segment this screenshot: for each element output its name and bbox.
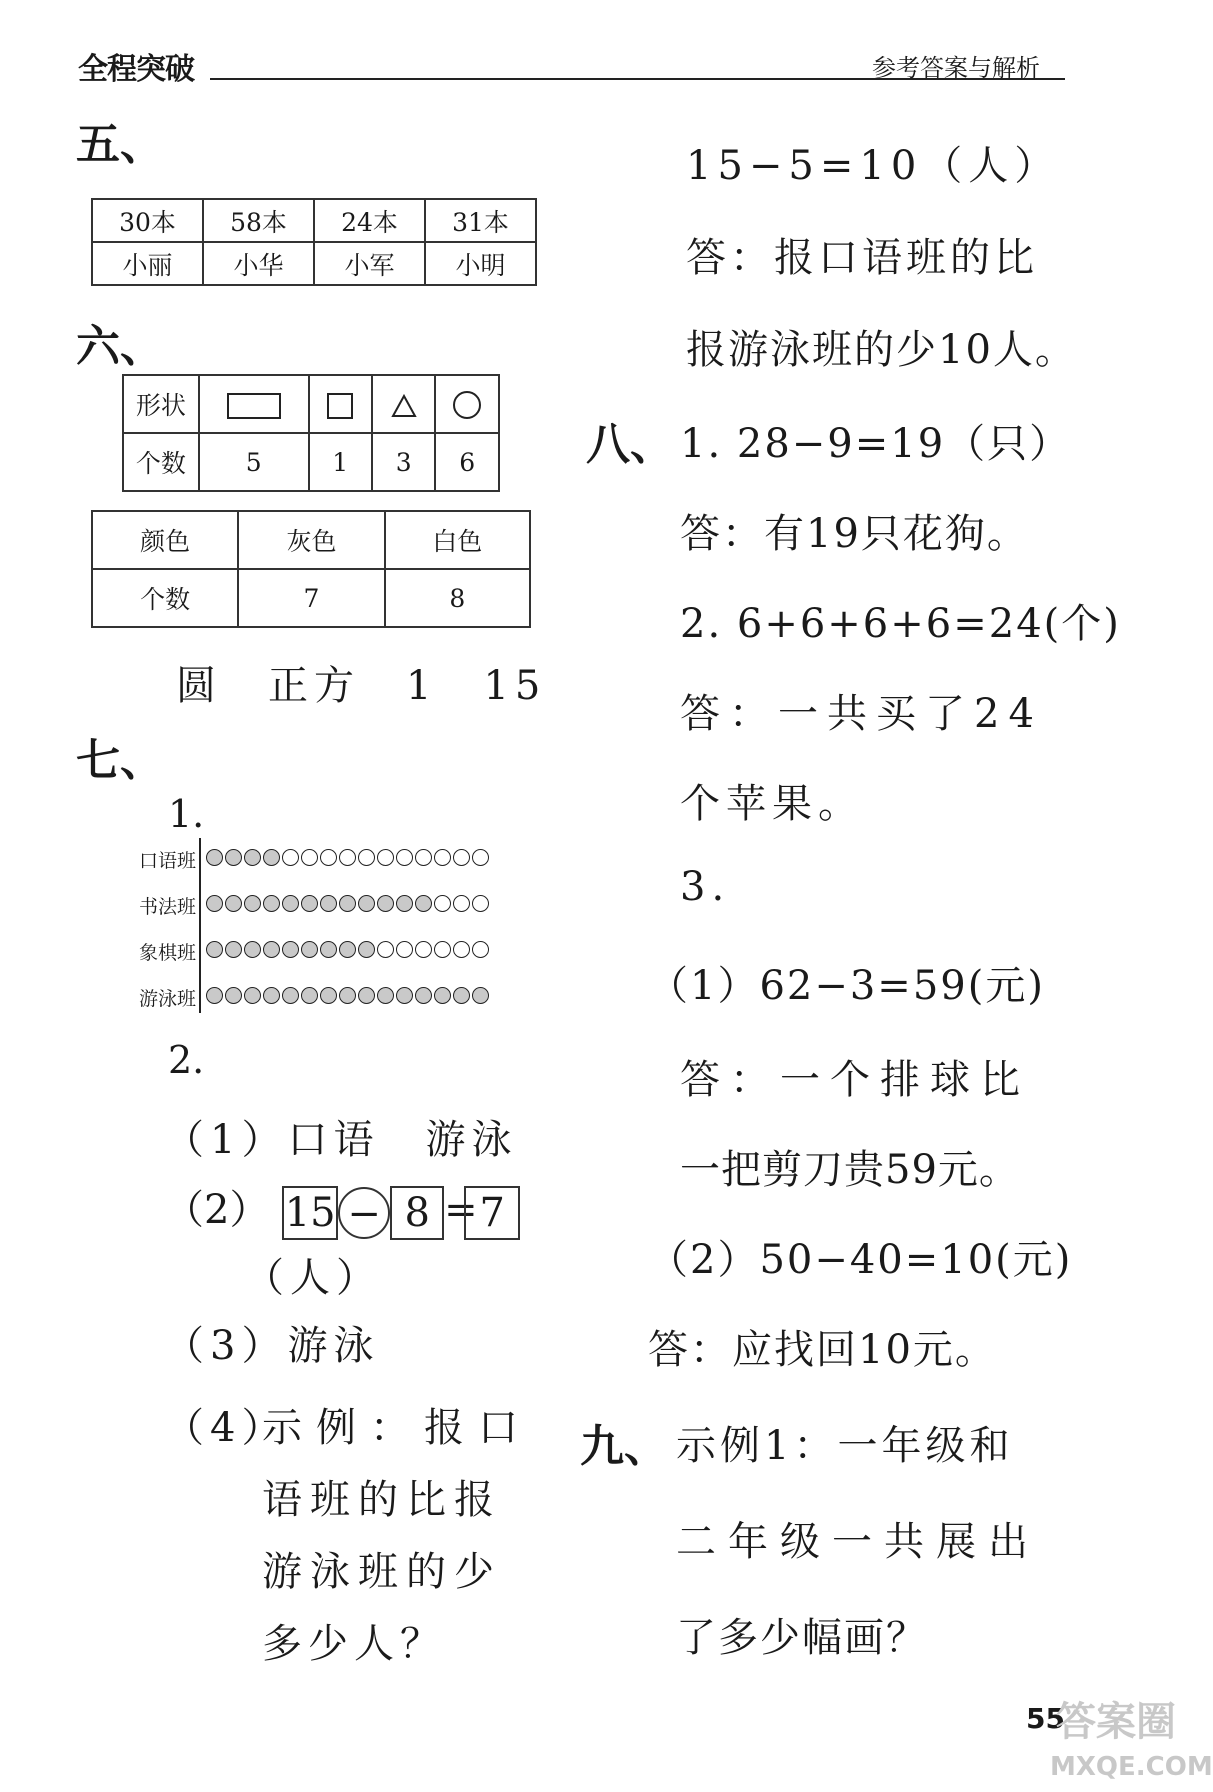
q2-part-4-line-3: 游泳班的少 xyxy=(262,1549,502,1595)
s8-q3-1: （1）62−3=59(元) xyxy=(648,963,1045,1009)
empty-circle-icon xyxy=(377,849,394,866)
filled-circle-icon xyxy=(244,987,261,1004)
cell: 颜色 xyxy=(92,511,238,569)
empty-circle-icon xyxy=(415,941,432,958)
filled-circle-icon xyxy=(358,941,375,958)
empty-circle-icon xyxy=(377,941,394,958)
filled-circle-icon xyxy=(244,941,261,958)
section-5-label: 五、 xyxy=(76,119,164,170)
q2-part-1: （1）口语 游泳 xyxy=(164,1117,518,1163)
cell: 5 xyxy=(199,433,309,491)
empty-circle-icon xyxy=(472,849,489,866)
page-number: 55 xyxy=(1026,1702,1065,1735)
pictograph-row xyxy=(118,846,491,873)
section-6-label: 六、 xyxy=(76,321,164,372)
cell: 6 xyxy=(435,433,499,491)
empty-circle-icon xyxy=(282,849,299,866)
r1-equation: 15−5=10（人） xyxy=(686,143,1061,189)
box-subtrahend: 8 xyxy=(390,1186,444,1240)
books-table xyxy=(91,198,537,286)
q2-part-4-line-2: 语班的比报 xyxy=(262,1477,502,1523)
empty-circle-icon xyxy=(320,849,337,866)
operator-circle: − xyxy=(338,1187,390,1239)
pictograph-row xyxy=(118,892,491,919)
square-cell xyxy=(309,375,372,433)
empty-circle-icon xyxy=(415,849,432,866)
s8-a3-1-line-2: 一把剪刀贵59元。 xyxy=(680,1147,1020,1193)
section-8-label: 八、 xyxy=(586,419,674,470)
square-icon xyxy=(327,393,353,419)
cell: 小明 xyxy=(425,242,536,285)
empty-circle-icon xyxy=(453,895,470,912)
empty-circle-icon xyxy=(358,849,375,866)
s9-line-3: 了多少幅画？ xyxy=(676,1615,928,1661)
empty-circle-icon xyxy=(472,941,489,958)
empty-circle-icon xyxy=(472,895,489,912)
q2-part-2-label: （2） xyxy=(164,1187,270,1233)
filled-circle-icon xyxy=(472,987,489,1004)
filled-circle-icon xyxy=(206,987,223,1004)
filled-circle-icon xyxy=(244,849,261,866)
filled-circle-icon xyxy=(206,941,223,958)
box-result: 7 xyxy=(464,1186,520,1240)
s8-a1: 答：有19只花狗。 xyxy=(680,511,1029,557)
cell: 58本 xyxy=(203,199,314,242)
watermark-logo: 答案圈 xyxy=(1056,1699,1176,1745)
empty-circle-icon xyxy=(301,849,318,866)
filled-circle-icon xyxy=(377,895,394,912)
cell: 小华 xyxy=(203,242,314,285)
filled-circle-icon xyxy=(206,849,223,866)
empty-circle-icon xyxy=(339,849,356,866)
filled-circle-icon xyxy=(282,941,299,958)
filled-circle-icon xyxy=(396,987,413,1004)
r1-answer-line-2: 报游泳班的少10人。 xyxy=(686,327,1077,373)
pictograph-row xyxy=(118,938,491,965)
empty-circle-icon xyxy=(396,941,413,958)
q2-part-2-equation xyxy=(164,1178,520,1240)
s8-a2-line-1: 答：一共买了24 xyxy=(680,691,1043,737)
s8-a3-1-line-1: 答：一个排球比 xyxy=(680,1057,1030,1103)
cell: 个数 xyxy=(92,569,238,627)
filled-circle-icon xyxy=(320,895,337,912)
filled-circle-icon xyxy=(339,987,356,1004)
header-title: 参考答案与解析 xyxy=(872,54,1040,82)
pictograph-row xyxy=(118,984,491,1011)
triangle-icon xyxy=(391,394,417,418)
filled-circle-icon xyxy=(225,987,242,1004)
filled-circle-icon xyxy=(434,987,451,1004)
filled-circle-icon xyxy=(206,895,223,912)
pictograph-row-label: 口语班 xyxy=(138,850,196,872)
filled-circle-icon xyxy=(358,895,375,912)
filled-circle-icon xyxy=(301,895,318,912)
section-6-answer: 圆 正方 1 15 xyxy=(176,663,547,709)
filled-circle-icon xyxy=(282,895,299,912)
s9-line-2: 二年级一共展出 xyxy=(676,1519,1040,1565)
q2-part-4-label: （4） xyxy=(164,1405,288,1451)
empty-circle-icon xyxy=(396,849,413,866)
cell: 3 xyxy=(372,433,435,491)
q2-part-4-line-1: 示例：报口 xyxy=(262,1405,532,1451)
q2-part-2-unit: （人） xyxy=(244,1255,382,1301)
section-7-label: 七、 xyxy=(76,735,164,786)
shapes-table xyxy=(122,374,500,492)
q1-number: 1. xyxy=(168,792,205,836)
filled-circle-icon xyxy=(301,941,318,958)
filled-circle-icon xyxy=(282,987,299,1004)
box-minuend: 15 xyxy=(282,1186,338,1240)
s9-line-1: 示例1：一年级和 xyxy=(676,1423,1014,1469)
filled-circle-icon xyxy=(225,941,242,958)
filled-circle-icon xyxy=(225,849,242,866)
q2-part-4-line-4: 多少人？ xyxy=(262,1621,446,1667)
rectangle-cell xyxy=(199,375,309,433)
r1-answer-line-1: 答：报口语班的比 xyxy=(686,235,1038,281)
watermark-url: MXQE.COM xyxy=(1050,1752,1213,1782)
s8-q3: 3. xyxy=(680,864,731,910)
s8-q1: 1. 28−9=19（只） xyxy=(680,421,1072,467)
filled-circle-icon xyxy=(320,987,337,1004)
s8-q2: 2. 6+6+6+6=24(个) xyxy=(680,601,1121,647)
filled-circle-icon xyxy=(263,849,280,866)
empty-circle-icon xyxy=(434,895,451,912)
pictograph-row-label: 象棋班 xyxy=(138,942,196,964)
filled-circle-icon xyxy=(415,987,432,1004)
cell: 小丽 xyxy=(92,242,203,285)
s8-a2-line-2: 个苹果。 xyxy=(680,781,864,827)
empty-circle-icon xyxy=(434,941,451,958)
cell: 1 xyxy=(309,433,372,491)
empty-circle-icon xyxy=(453,941,470,958)
cell: 31本 xyxy=(425,199,536,242)
circle-cell xyxy=(435,375,499,433)
s8-q3-2: （2）50−40=10(元) xyxy=(648,1237,1073,1283)
brand-logo-text: 全程突破 xyxy=(78,52,194,87)
cell: 小军 xyxy=(314,242,425,285)
filled-circle-icon xyxy=(339,941,356,958)
pictograph-dots xyxy=(206,895,491,916)
empty-circle-icon xyxy=(434,849,451,866)
filled-circle-icon xyxy=(263,941,280,958)
cell: 8 xyxy=(385,569,530,627)
q2-number: 2. xyxy=(168,1038,205,1082)
pictograph-dots xyxy=(206,941,491,962)
circle-icon xyxy=(453,391,481,419)
pictograph-row-label: 书法班 xyxy=(138,896,196,918)
filled-circle-icon xyxy=(396,895,413,912)
filled-circle-icon xyxy=(358,987,375,1004)
colors-table xyxy=(91,510,531,628)
filled-circle-icon xyxy=(244,895,261,912)
cell: 7 xyxy=(238,569,384,627)
pictograph-row-label: 游泳班 xyxy=(138,988,196,1010)
triangle-cell xyxy=(372,375,435,433)
filled-circle-icon xyxy=(263,987,280,1004)
equals-sign: = xyxy=(444,1187,478,1233)
filled-circle-icon xyxy=(377,987,394,1004)
rectangle-icon xyxy=(227,393,281,419)
filled-circle-icon xyxy=(263,895,280,912)
cell: 个数 xyxy=(123,433,199,491)
filled-circle-icon xyxy=(453,987,470,1004)
pictograph-dots xyxy=(206,849,491,870)
pictograph-dots xyxy=(206,987,491,1008)
q2-part-3: （3）游泳 xyxy=(164,1323,380,1369)
s8-a3-2: 答：应找回10元。 xyxy=(648,1327,997,1373)
filled-circle-icon xyxy=(301,987,318,1004)
cell: 30本 xyxy=(92,199,203,242)
cell: 形状 xyxy=(123,375,199,433)
filled-circle-icon xyxy=(415,895,432,912)
filled-circle-icon xyxy=(225,895,242,912)
cell: 白色 xyxy=(385,511,530,569)
cell: 灰色 xyxy=(238,511,384,569)
section-9-label: 九、 xyxy=(580,1421,668,1472)
cell: 24本 xyxy=(314,199,425,242)
filled-circle-icon xyxy=(320,941,337,958)
filled-circle-icon xyxy=(339,895,356,912)
empty-circle-icon xyxy=(453,849,470,866)
